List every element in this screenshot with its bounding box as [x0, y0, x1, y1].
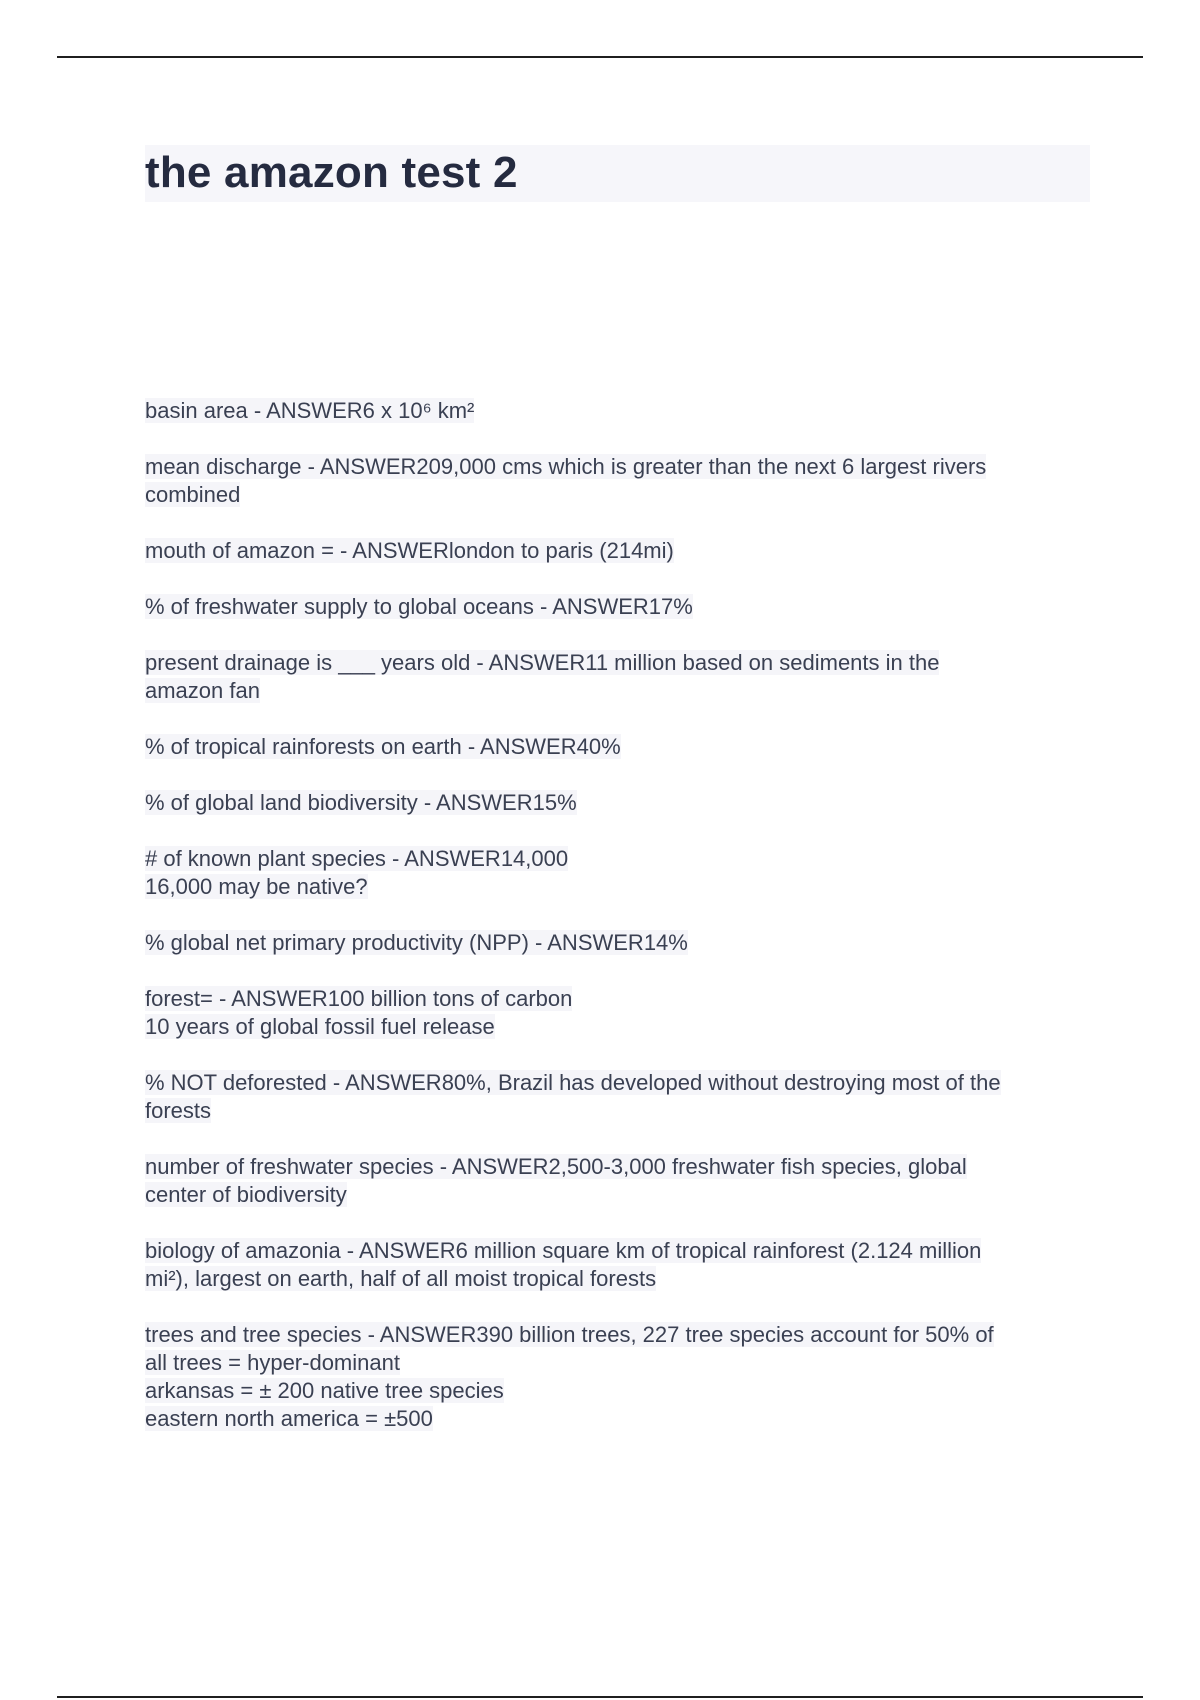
- page-title: the amazon test 2: [145, 148, 518, 197]
- qa-item-mouth-of-amazon: mouth of amazon = - ANSWERlondon to paris (214mi): [145, 538, 674, 563]
- qa-item-land-biodiversity: % of global land biodiversity - ANSWER15%: [145, 790, 577, 815]
- qa-item-npp: % global net primary productivity (NPP) - ANSWER14%: [145, 930, 688, 955]
- qa-item-mean-discharge: mean discharge - ANSWER209,000 cms which is greater than the next 6 largest rivers combined: [145, 454, 987, 507]
- qa-item-forest-carbon: forest= - ANSWER100 billion tons of carbon 10 years of global fossil fuel release: [145, 986, 573, 1039]
- top-rule: [57, 56, 1143, 58]
- qa-item-freshwater-species: number of freshwater species - ANSWER2,500-3,000 freshwater fish species, global center of biodiversity: [145, 1154, 967, 1207]
- qa-item-not-deforested: % NOT deforested - ANSWER80%, Brazil has developed without destroying most of the forests: [145, 1070, 1001, 1123]
- qa-item-biology-of-amazonia: biology of amazonia - ANSWER6 million square km of tropical rainforest (2.124 million mi²), largest on earth, half of all moist tropical forests: [145, 1238, 982, 1291]
- qa-item-plant-species: # of known plant species - ANSWER14,000 16,000 may be native?: [145, 846, 569, 899]
- qa-item-present-drainage: present drainage is ___ years old - ANSWER11 million based on sediments in the amazon fan: [145, 650, 940, 703]
- qa-list: [145, 397, 1095, 1461]
- qa-item-freshwater-supply: % of freshwater supply to global oceans - ANSWER17%: [145, 594, 693, 619]
- bottom-rule: [57, 1696, 1143, 1698]
- qa-item-trees-and-tree-species: trees and tree species - ANSWER390 billion trees, 227 tree species account for 50% of all trees = hyper-dominant arkansas = ± 200 native tree species eastern north america = ±500: [145, 1322, 994, 1431]
- qa-item-tropical-rainforests: % of tropical rainforests on earth - ANSWER40%: [145, 734, 621, 759]
- qa-item-basin-area: basin area - ANSWER6 x 10⁶ km²: [145, 398, 475, 423]
